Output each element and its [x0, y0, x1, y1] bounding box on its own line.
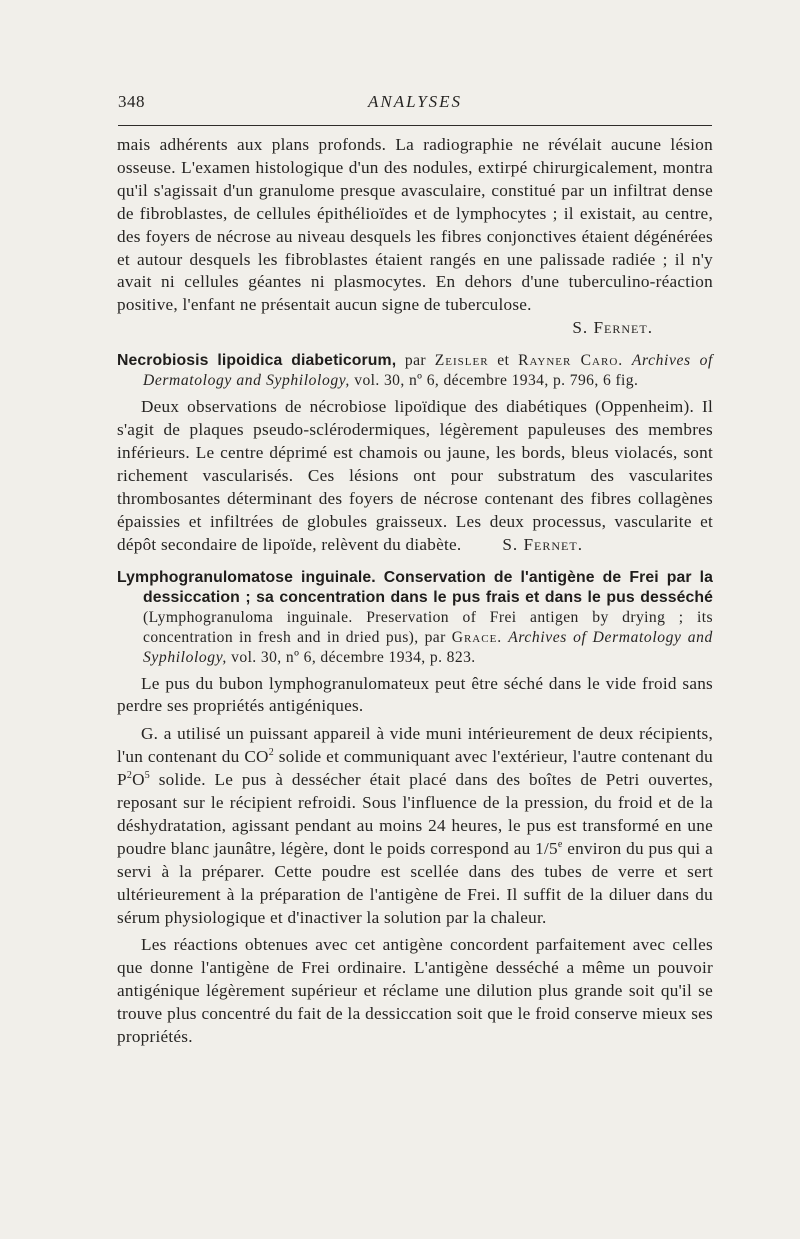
text-column [117, 134, 713, 1049]
article-title: Necrobiosis lipoidica diabeticorum, [117, 352, 397, 370]
article-reference [117, 351, 713, 391]
journal-name: Archives of Dermatology and Syphilology, [143, 628, 713, 666]
page-header [118, 92, 712, 116]
article-paragraph-2 [117, 723, 713, 929]
header-rule [118, 125, 712, 126]
article-signature: S. Fernet. [502, 534, 584, 554]
page-number: 348 [118, 92, 145, 111]
journal-name: Archives of Dermatology and Syphilology, [143, 352, 713, 390]
ref-et: et [497, 352, 510, 370]
p2-part: G. a utilisé un puissant appareil à vide muni intérieurement de deux récipients, l'un contenant du CO [117, 724, 713, 767]
superscript: 5 [144, 770, 150, 782]
superscript: e [557, 838, 563, 850]
p2-part: O [132, 770, 145, 790]
article-reference [117, 568, 713, 668]
running-title: ANALYSES [367, 92, 463, 111]
p2-part: environ du pus qui a servi à la préparer. Cette poudre est scellée dans des tubes de verre et sert ultérieurement à la préparation de l'antigène de Frei. Il suffit de la diluer dans du sérum physiologique et d'inactiver la solution par la chaleur. [117, 838, 713, 927]
article-lymphogranulomatose [117, 568, 713, 1050]
article-paragraph-3: Les réactions obtenues avec cet antigène concordent parfaitement avec celles que donne l'antigène de Frei ordinaire. L'antigène desséché a même un pouvoir antigénique légèrement supérieur et réclame une dilution plus grande soit qu'il se trouve plus concentré du fait de la dessiccation soit que le froid conserve mieux ses propriétés. [117, 935, 713, 1047]
article-body [117, 396, 713, 556]
superscript: 2 [268, 747, 274, 759]
intro-signature [117, 317, 713, 340]
article-body-text: Deux observations de nécrobiose lipoïdique des diabétiques (Oppenheim). Il s'agit de plaques pseudo-sclérodermiques, légèrement papuleuses des membres inférieurs. Le centre déprimé est chamois ou jaune, les bords, bleus violacés, sont richement vascularisés. Ces lésions ont pour substratum des vascularites thrombosantes déterminant des foyers de nécrose contenant des fibres collagènes épaissies et infiltrées de globules graisseux. Les deux processus, vascularite et dépôt secondaire de lipoïde, relèvent du diabète. [117, 397, 713, 554]
article-author: Zeisler [434, 352, 489, 370]
volume-info: vol. 30, nº 6, décembre 1934, p. 823. [231, 648, 476, 666]
article-necrobiosis [117, 351, 713, 556]
p2-part: solide et communiquant avec l'extérieur, l'autre contenant du P [117, 747, 713, 790]
article-author: Grace. [451, 628, 503, 646]
article-author: Rayner Caro. [518, 352, 624, 370]
volume-info: vol. 30, nº 6, décembre 1934, p. 796, 6 fig. [354, 372, 639, 390]
p2-part: solide. Le pus à dessécher était placé dans des boîtes de Petri ouvertes, reposant sur le récipient refroidi. Sous l'influence de la pression, du froid et de la déshydratation, agissant pendant au moins 24 heures, le pus est transformé en une poudre blanc jaunâtre, légère, dont le poids correspond au 1/5 [117, 770, 713, 858]
signature-text: S. Fernet. [572, 318, 653, 338]
intro-paragraph: mais adhérents aux plans profonds. La radiographie ne révélait aucune lésion osseuse. L'examen histologique d'un des nodules, extirpé chirurgicalement, montra qu'il s'agissait d'un granulome presque avasculaire, constitué par un infiltrat dense de fibroblastes, de cellules épithélioïdes et de lymphocytes ; il existait, au centre, des foyers de nécrose au niveau desquels les fibres conjonctives étaient dégénérées et autour desquels les fibroblastes étaient rangés en une palissade radiée ; il n'y avait ni cellules géantes ni plasmocytes. En dehors d'une tuberculino-réaction positive, l'enfant ne présentait aucun signe de tuberculose. [117, 135, 713, 315]
title-translation: (Lymphogranuloma inguinale. Preservation of Frei antigen by drying ; its concentration in fresh and in dried pus), par [143, 608, 713, 646]
superscript: 2 [126, 770, 133, 782]
ref-par: par [404, 352, 427, 370]
article-paragraph-1: Le pus du bubon lymphogranulomateux peut être séché dans le vide froid sans perdre ses propriétés antigéniques. [117, 673, 713, 716]
article-title: Lymphogranulomatose inguinale. Conservation de l'antigène de Frei par la dessiccation ; sa concentration dans le pus frais et dans le pus desséché [117, 568, 713, 606]
